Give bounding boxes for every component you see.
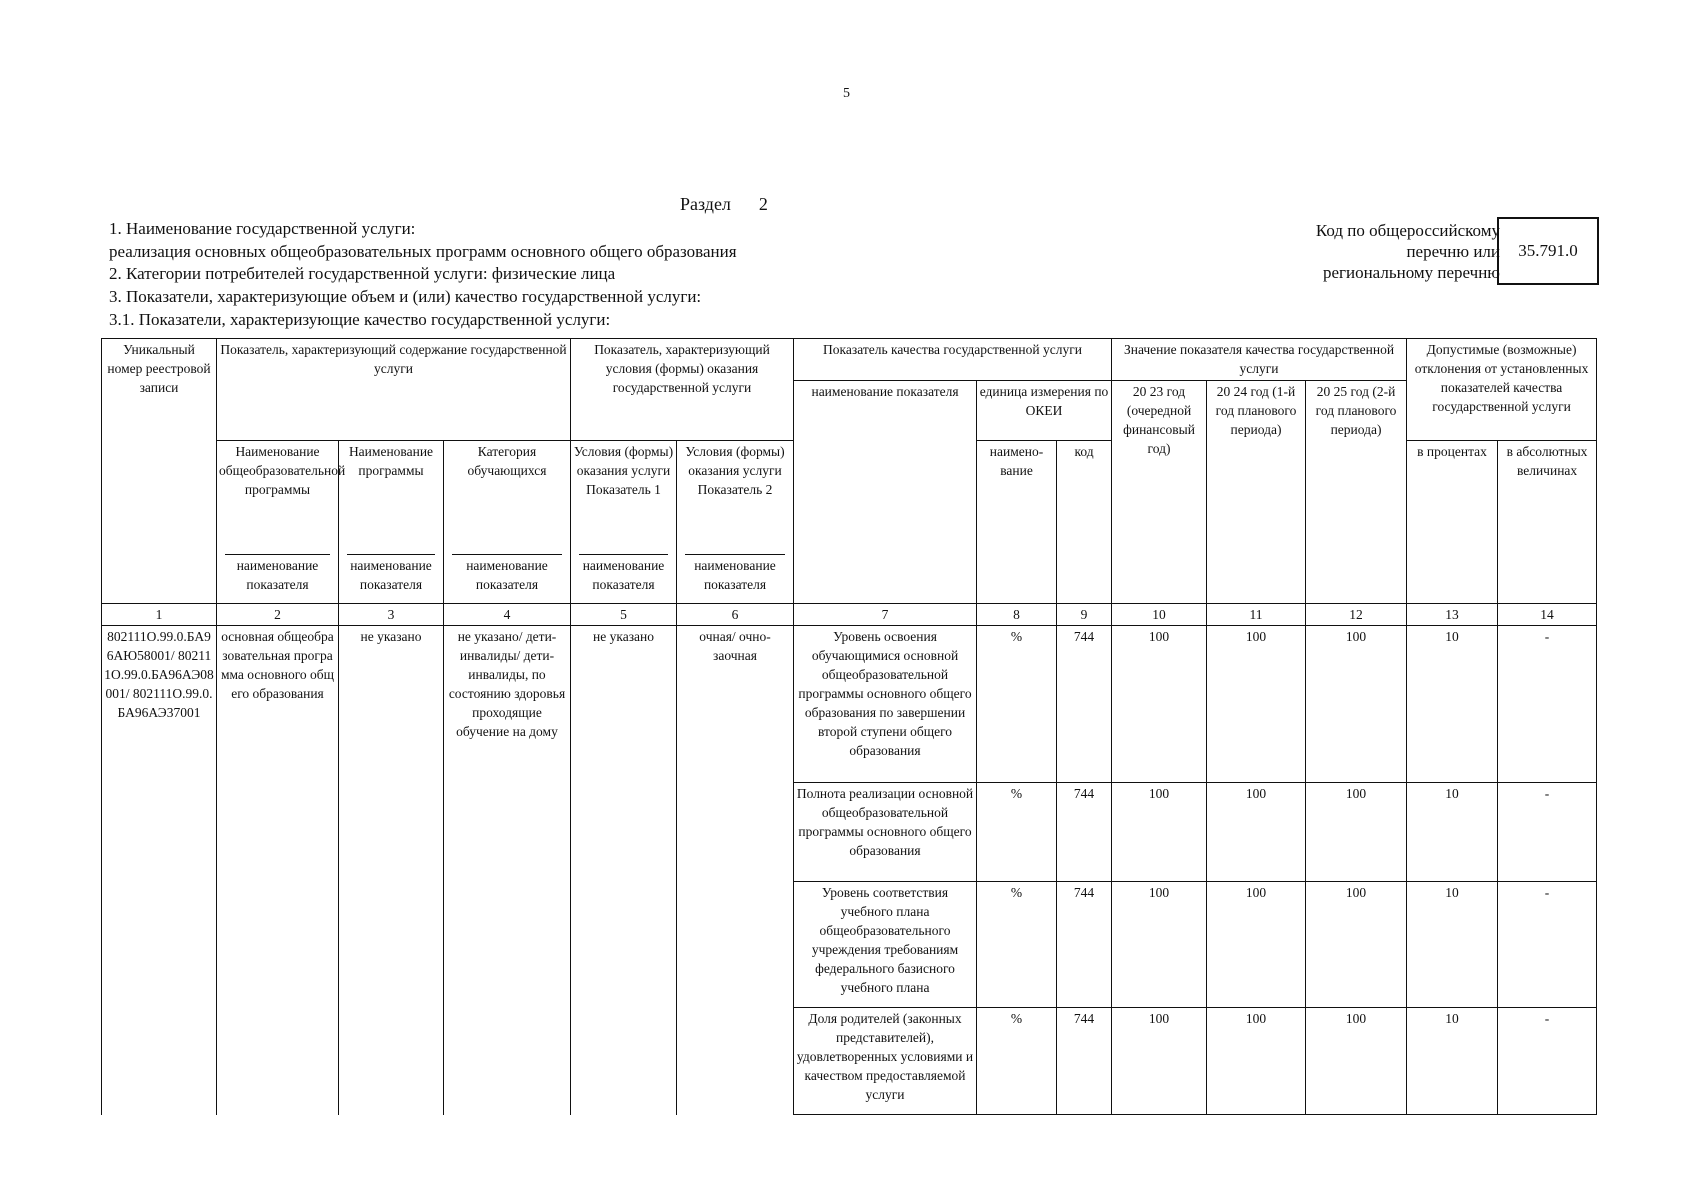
year-2023-header: 20 23 год (очередной финансовый год) [1112, 381, 1207, 604]
program-header: Наименование общеобразовательной программы наименование показателя [217, 441, 339, 604]
quality-header: Показатель качества государственной услуги [794, 339, 1112, 381]
quality-name-cell: Доля родителей (законных представителей), удовлетворенных условиями и качеством предоставляемой услуги [794, 1008, 977, 1115]
column-numbers-row: 1 2 3 4 5 6 7 8 9 10 11 12 13 14 [102, 604, 1597, 626]
quality-name-cell: Полнота реализации основной общеобразовательной программы основного общего образования [794, 783, 977, 882]
service-name-value: реализация основных общеобразовательных программ основного общего образования [109, 242, 737, 261]
category-header: Категория обучающихся наименование показателя [444, 441, 571, 604]
table-row: Полнота реализации основной общеобразовательной программы основного общего образования % 744 100 100 100 10 - [102, 783, 1597, 882]
condition-2-cell: очная/ очно-заочная [677, 626, 794, 1115]
section-heading [680, 194, 768, 215]
service-name-label: 1. Наименование государственной услуги: [109, 219, 416, 238]
consumer-categories: 2. Категории потребителей государственной услуги: физические лица [109, 264, 616, 283]
category-cell: не указано/ дети-инвалиды/ дети-инвалиды, по состоянию здоровья проходящие обучение на дому [444, 626, 571, 1115]
year-2025-header: 20 25 год (2-й год планового периода) [1306, 381, 1407, 604]
okei-code-header: код [1057, 441, 1112, 604]
condition-1-cell: не указано [571, 626, 677, 1115]
code-box: 35.791.0 [1497, 217, 1599, 285]
program-name-header: Наименование программы наименование показателя [339, 441, 444, 604]
reg-number-cell: 802111О.99.0.БА96АЮ58001/ 802111О.99.0.БА96АЭ08001/ 802111О.99.0.БА96АЭ37001 [102, 626, 217, 1115]
abs-header: в абсолютных величинах [1498, 441, 1597, 604]
code-label: Код по общероссийскому перечню или региональному перечню [1315, 221, 1500, 282]
okei-header: единица измерения по ОКЕИ [977, 381, 1112, 441]
quality-name-cell: Уровень соответствия учебного плана общеобразовательного учреждения требованиям федерального базисного учебного плана [794, 882, 977, 1008]
indicators-heading: 3. Показатели, характеризующие объем и (или) качество государственной услуги: [109, 287, 702, 306]
condition-1-header: Условия (формы) оказания услуги Показатель 1 наименование показателя [571, 441, 677, 604]
page-number: 5 [843, 86, 850, 101]
conditions-header: Показатель, характеризующий условия (формы) оказания государственной услуги [571, 339, 794, 441]
section-number: 2 [758, 194, 768, 214]
content-header: Показатель, характеризующий содержание государственной услуги [217, 339, 571, 441]
program-cell: основная общеобразовательная программа основного общего образования [217, 626, 339, 1115]
table-row: 802111О.99.0.БА96АЮ58001/ 802111О.99.0.БА96АЭ08001/ 802111О.99.0.БА96АЭ37001 основная общеобразовательная программа основного общего образования не указано не указано/ дети-инвалиды/ дети-инвалиды, по состоянию здоровья проходящие обучение на дому не указано очная/ очно-заочная Уровень освоения обучающимися основной общеобразовательной программы основного общего образования по завершении второй ступени общего образования % 744 100 100 100 10 - [102, 626, 1597, 783]
okei-name-header: наимено-вание [977, 441, 1057, 604]
pct-header: в процентах [1407, 441, 1498, 604]
section-label: Раздел [680, 194, 731, 214]
quality-indicators-table [101, 338, 1597, 1115]
reg-number-header: Уникальный номер реестровой записи [102, 339, 217, 604]
year-2024-header: 20 24 год (1-й год планового периода) [1207, 381, 1306, 604]
quality-indicators-heading: 3.1. Показатели, характеризующие качество государственной услуги: [109, 310, 611, 329]
program-name-cell: не указано [339, 626, 444, 1115]
quality-name-cell: Уровень освоения обучающимися основной общеобразовательной программы основного общего образования по завершении второй ступени общего образования [794, 626, 977, 783]
table-row: Доля родителей (законных представителей), удовлетворенных условиями и качеством предоставляемой услуги % 744 100 100 100 10 - [102, 1008, 1597, 1115]
values-header: Значение показателя качества государственной услуги [1112, 339, 1407, 381]
table-row: Уровень соответствия учебного плана общеобразовательного учреждения требованиям федерального базисного учебного плана % 744 100 100 100 10 - [102, 882, 1597, 1008]
quality-name-header: наименование показателя [794, 381, 977, 604]
deviations-header: Допустимые (возможные) отклонения от установленных показателей качества государственной услуги [1407, 339, 1597, 441]
condition-2-header: Условия (формы) оказания услуги Показатель 2 наименование показателя [677, 441, 794, 604]
